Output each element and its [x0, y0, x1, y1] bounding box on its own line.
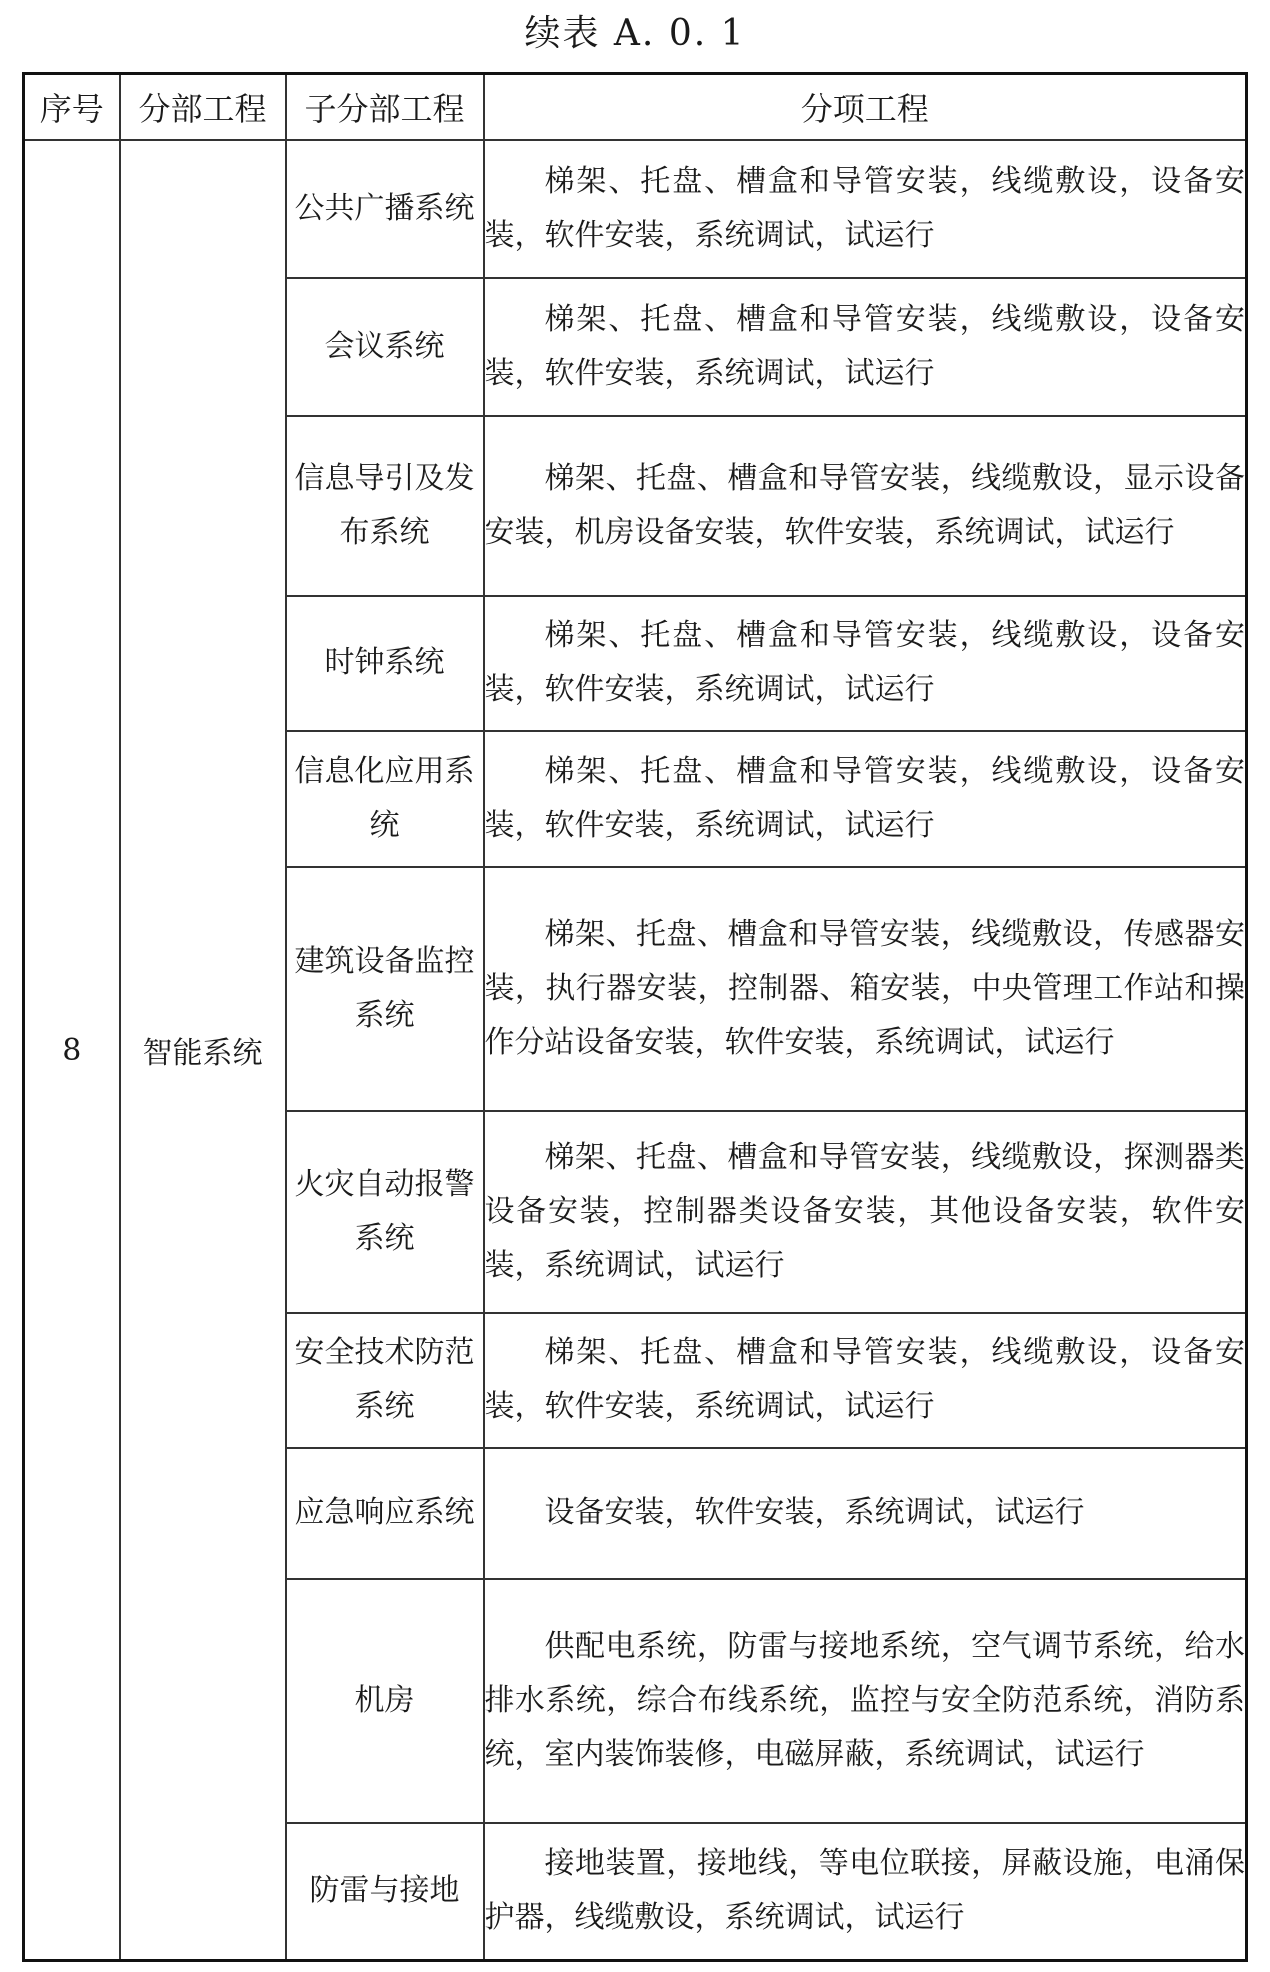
header-division: 分部工程 [120, 74, 286, 141]
sub-division-cell: 会议系统 [286, 278, 484, 416]
division-cell: 智能系统 [120, 140, 286, 1961]
header-sub-item: 分项工程 [484, 74, 1247, 141]
sub-division-cell: 信息导引及发布系统 [286, 416, 484, 596]
table-caption: 续表 A. 0. 1 [524, 13, 746, 54]
sub-item-cell: 梯架、托盘、槽盒和导管安装，线缆敷设，设备安装，软件安装，系统调试，试运行 [484, 731, 1247, 866]
sub-division-cell: 公共广播系统 [286, 140, 484, 278]
sub-item-cell: 梯架、托盘、槽盒和导管安装，线缆敷设，设备安装，软件安装，系统调试，试运行 [484, 596, 1247, 731]
sub-division-cell: 时钟系统 [286, 596, 484, 731]
sub-division-cell: 火灾自动报警系统 [286, 1111, 484, 1313]
sub-item-cell: 梯架、托盘、槽盒和导管安装，线缆敷设，设备安装，软件安装，系统调试，试运行 [484, 140, 1247, 278]
sub-item-cell: 梯架、托盘、槽盒和导管安装，线缆敷设，传感器安装，执行器安装，控制器、箱安装，中央管理工作站和操作分站设备安装，软件安装，系统调试，试运行 [484, 867, 1247, 1111]
sub-division-cell: 机房 [286, 1579, 484, 1823]
serial-number-cell: 8 [24, 140, 120, 1961]
sub-item-cell: 梯架、托盘、槽盒和导管安装，线缆敷设，显示设备安装，机房设备安装，软件安装，系统调试，试运行 [484, 416, 1247, 596]
sub-division-cell: 防雷与接地 [286, 1823, 484, 1961]
sub-item-cell: 梯架、托盘、槽盒和导管安装，线缆敷设，探测器类设备安装，控制器类设备安装，其他设备安装，软件安装，系统调试，试运行 [484, 1111, 1247, 1313]
sub-item-cell: 供配电系统，防雷与接地系统，空气调节系统，给水排水系统，综合布线系统，监控与安全防范系统，消防系统，室内装饰装修，电磁屏蔽，系统调试，试运行 [484, 1579, 1247, 1823]
sub-division-cell: 信息化应用系统 [286, 731, 484, 866]
project-division-table [22, 72, 1248, 1962]
sub-item-cell: 设备安装，软件安装，系统调试，试运行 [484, 1448, 1247, 1579]
sub-division-cell: 安全技术防范系统 [286, 1313, 484, 1448]
sub-division-cell: 应急响应系统 [286, 1448, 484, 1579]
table-header-row [24, 74, 1247, 141]
header-sub-division: 子分部工程 [286, 74, 484, 141]
header-serial-number: 序号 [24, 74, 120, 141]
sub-item-cell: 梯架、托盘、槽盒和导管安装，线缆敷设，设备安装，软件安装，系统调试，试运行 [484, 1313, 1247, 1448]
sub-division-cell: 建筑设备监控系统 [286, 867, 484, 1111]
sub-item-cell: 梯架、托盘、槽盒和导管安装，线缆敷设，设备安装，软件安装，系统调试，试运行 [484, 278, 1247, 416]
sub-item-cell: 接地装置，接地线，等电位联接，屏蔽设施，电涌保护器，线缆敷设，系统调试，试运行 [484, 1823, 1247, 1961]
table-row [24, 140, 1247, 278]
